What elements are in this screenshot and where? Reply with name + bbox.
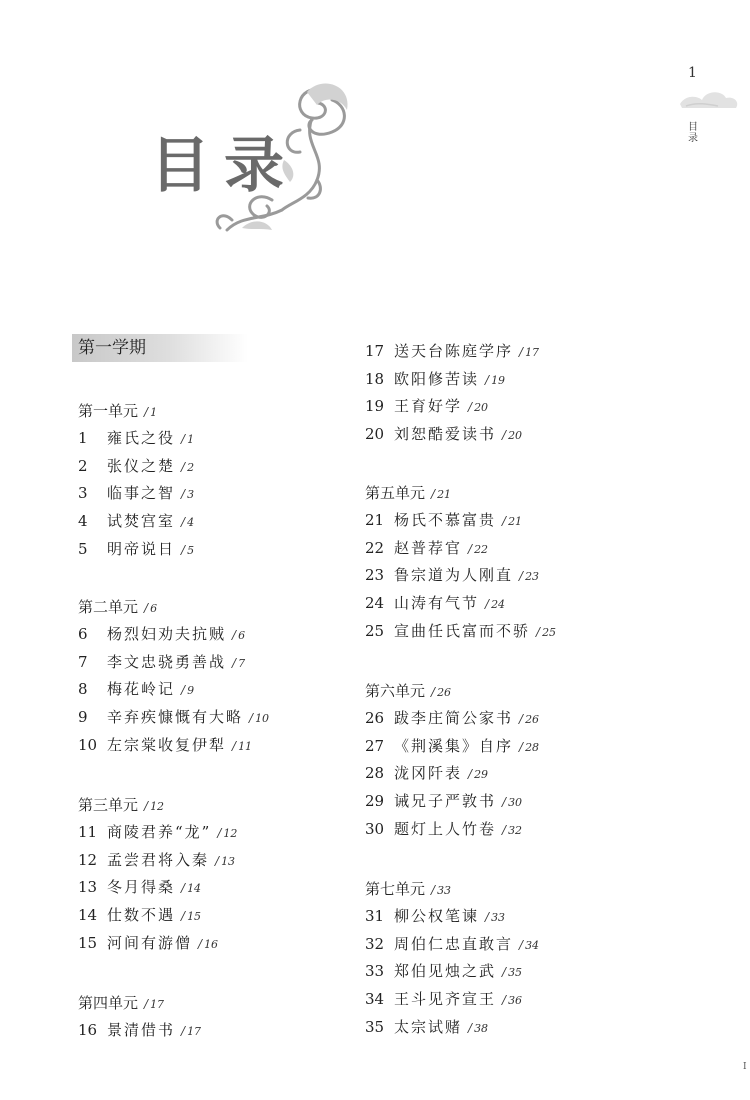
lesson-number: 17 [365,342,385,360]
lesson-page: / 16 [198,938,218,951]
lesson-title: 题灯上人竹卷 [394,819,497,838]
lesson-page: / 17 [519,346,539,359]
lesson-number: 25 [365,621,385,640]
lesson-number: 26 [365,709,385,727]
toc-entry[interactable] [78,678,194,699]
toc-entry[interactable] [78,706,269,727]
lesson-page: / 9 [181,684,194,697]
toc-entry[interactable] [78,510,194,531]
lesson-title: 诫兄子严敦书 [394,792,497,811]
lesson-page: / 24 [485,598,505,611]
lesson-number: 24 [365,594,385,613]
lesson-title: 孟尝君将入秦 [107,850,210,869]
lesson-page: / 23 [519,570,539,583]
toc-entry[interactable] [78,849,235,870]
lesson-number: 29 [365,792,385,811]
toc-entry[interactable] [365,762,488,783]
lesson-title: 左宗棠收复伊犁 [107,735,227,754]
page-number: 1 [688,65,697,81]
unit-heading [78,596,157,617]
lesson-title: 李文忠骁勇善战 [107,652,227,671]
lesson-page: / 7 [232,657,245,670]
lesson-number: 12 [78,850,98,869]
lesson-number: 19 [365,397,385,416]
toc-entry[interactable] [78,651,245,672]
lesson-page: / 2 [181,461,194,474]
lesson-title: 跋李庄简公家书 [394,709,514,727]
lesson-title: 太宗试赌 [394,1017,463,1036]
lesson-page: / 10 [249,712,269,725]
lesson-title: 《荆溪集》自序 [394,736,514,755]
unit-title: 第七单元 [365,880,426,898]
lesson-title: 杨氏不慕富贵 [394,511,497,529]
lesson-number: 14 [78,906,98,925]
toc-entry[interactable] [365,790,522,811]
unit-title: 第一单元 [78,402,139,420]
unit-heading [365,680,451,701]
toc-entry[interactable] [78,482,194,503]
lesson-title: 冬月得桑 [107,878,176,897]
lesson-number: 32 [365,934,385,953]
toc-entry[interactable] [365,818,522,839]
lesson-page: / 33 [485,911,505,924]
lesson-page: / 30 [502,796,522,809]
lesson-page: / 4 [181,516,194,529]
toc-entry[interactable] [365,509,522,530]
lesson-title: 王育好学 [394,397,463,416]
toc-entry[interactable] [365,395,488,416]
lesson-number: 4 [78,512,88,531]
lesson-page: / 3 [181,488,194,501]
toc-entry[interactable] [78,876,201,897]
lesson-title: 梅花岭记 [107,680,176,699]
lesson-number: 35 [365,1017,385,1036]
lesson-number: 18 [365,369,385,388]
unit-heading [78,794,164,815]
lesson-number: 33 [365,962,385,981]
unit-title: 第六单元 [365,682,426,700]
lesson-title: 山涛有气节 [394,594,480,613]
toc-entry[interactable] [365,340,539,361]
lesson-title: 送天台陈庭学序 [394,342,514,360]
toc-entry[interactable] [78,932,218,953]
lesson-page: / 28 [519,741,539,754]
lesson-number: 34 [365,990,385,1009]
cloud-decoration-icon [678,86,740,112]
lesson-number: 5 [78,539,88,558]
lesson-page: / 12 [217,827,237,840]
lesson-title: 郑伯见烛之武 [394,962,497,981]
lesson-title: 周伯仁忠直敢言 [394,934,514,953]
unit-page: / 12 [144,800,164,813]
lesson-page: / 1 [181,433,194,446]
lesson-number: 22 [365,538,385,557]
unit-heading [365,878,451,899]
toc-entry[interactable] [365,905,505,926]
lesson-number: 6 [78,625,88,643]
lesson-page: / 14 [181,882,201,895]
unit-page: / 21 [431,488,451,501]
lesson-page: / 36 [502,994,522,1007]
lesson-page: / 32 [502,824,522,837]
side-section-label: 目录 [688,122,698,144]
lesson-number: 7 [78,652,88,671]
toc-entry[interactable] [365,1016,488,1037]
toc-entry[interactable] [365,933,539,954]
toc-entry[interactable] [78,734,252,755]
unit-page: / 26 [431,686,451,699]
lesson-number: 16 [78,1021,98,1039]
lesson-title: 王斗见齐宣王 [394,990,497,1009]
toc-entry[interactable] [365,368,505,389]
toc-entry[interactable] [365,564,539,585]
lesson-number: 28 [365,764,385,783]
lesson-number: 15 [78,933,98,952]
lesson-number: 27 [365,736,385,755]
lesson-page: / 5 [181,544,194,557]
lesson-title: 张仪之楚 [107,456,176,475]
unit-title: 第五单元 [365,484,426,502]
toc-entry[interactable] [365,537,488,558]
unit-heading [78,992,164,1013]
toc-entry[interactable] [78,427,194,448]
lesson-title: 景清借书 [107,1021,176,1039]
semester-heading: 第一学期 [72,334,248,362]
lesson-page: / 20 [468,401,488,414]
lesson-page: / 20 [502,429,522,442]
lesson-page: / 22 [468,543,488,556]
lesson-title: 柳公权笔谏 [394,907,480,925]
lesson-page: / 21 [502,515,522,528]
toc-entry[interactable] [365,592,505,613]
lesson-title: 泷冈阡表 [394,764,463,783]
toc-entry[interactable] [78,821,237,842]
toc-entry[interactable] [78,623,245,644]
lesson-title: 商陵君养“龙” [107,823,212,841]
toc-entry[interactable] [365,620,556,641]
unit-title: 第二单元 [78,598,139,616]
unit-title: 第四单元 [78,994,139,1012]
lesson-title: 欧阳修苦读 [394,369,480,388]
lesson-page: / 13 [215,855,235,868]
toc-entry[interactable] [365,988,522,1009]
lesson-number: 21 [365,511,385,529]
lesson-page: / 35 [502,966,522,979]
unit-page: / 1 [144,406,157,419]
lesson-number: 1 [78,429,88,447]
lesson-title: 鲁宗道为人刚直 [394,566,514,585]
toc-entry[interactable] [365,707,539,728]
unit-title: 第三单元 [78,796,139,814]
lesson-title: 临事之智 [107,484,176,503]
lesson-number: 8 [78,680,88,699]
lesson-number: 31 [365,907,385,925]
lesson-number: 2 [78,456,88,475]
toc-entry[interactable] [78,538,194,559]
lesson-title: 辛弃疾慷慨有大略 [107,708,244,727]
lesson-page: / 25 [536,626,556,639]
lesson-title: 明帝说日 [107,539,176,558]
lesson-page: / 17 [181,1025,201,1038]
unit-heading [365,482,451,503]
lesson-page: / 15 [181,910,201,923]
lesson-page: / 26 [519,713,539,726]
lesson-page: / 34 [519,939,539,952]
lesson-title: 宣曲任氏富而不骄 [394,621,531,640]
toc-entry[interactable] [78,1019,201,1040]
toc-entry[interactable] [365,960,522,981]
lesson-title: 刘恕酷爱读书 [394,425,497,444]
toc-entry[interactable] [365,423,522,444]
toc-entry[interactable] [78,904,201,925]
lesson-number: 9 [78,708,88,727]
unit-page: / 6 [144,602,157,615]
lesson-title: 试焚宫室 [107,512,176,531]
lesson-title: 雍氏之役 [107,429,176,447]
lesson-page: / 19 [485,374,505,387]
unit-page: / 33 [431,884,451,897]
lesson-number: 10 [78,735,98,754]
lesson-page: / 6 [232,629,245,642]
footer-page-number: I [743,1062,747,1072]
unit-page: / 17 [144,998,164,1011]
unit-heading [78,400,157,421]
toc-entry[interactable] [78,455,194,476]
lesson-page: / 11 [232,740,252,753]
lesson-title: 仕数不遇 [107,906,176,925]
lesson-number: 20 [365,425,385,444]
lesson-title: 杨烈妇劝夫抗贼 [107,625,227,643]
lesson-title: 赵普荐官 [394,538,463,557]
lesson-number: 3 [78,484,88,503]
lesson-number: 30 [365,819,385,838]
lesson-page: / 38 [468,1022,488,1035]
lesson-number: 11 [78,823,98,841]
toc-entry[interactable] [365,735,539,756]
page-title: 目录 [150,131,298,201]
lesson-number: 23 [365,566,385,585]
lesson-number: 13 [78,878,98,897]
lesson-page: / 29 [468,768,488,781]
lesson-title: 河间有游僧 [107,933,193,952]
